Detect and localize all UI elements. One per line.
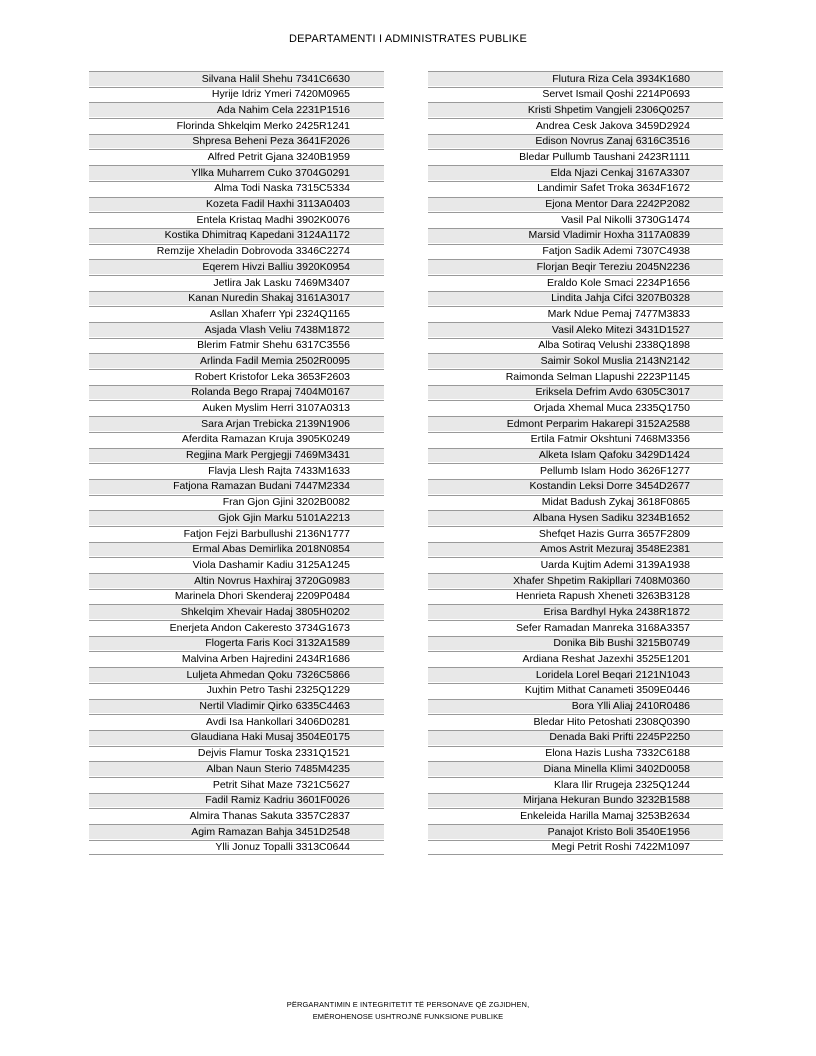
list-item (89, 557, 384, 573)
person-entry: Landimir Safet Troka 3634F1672 (537, 182, 690, 195)
list-item (428, 385, 723, 401)
person-entry: Remzije Xheladin Dobrovoda 3346C2274 (156, 245, 350, 258)
list-item (428, 400, 723, 416)
list-item (428, 338, 723, 354)
page-title: DEPARTAMENTI I ADMINISTRATES PUBLIKE (288, 33, 528, 45)
list-item (428, 306, 723, 322)
list-item (89, 416, 384, 432)
list-item (428, 291, 723, 307)
list-item (428, 259, 723, 275)
list-item (89, 181, 384, 197)
list-item (428, 620, 723, 636)
list-item (428, 134, 723, 150)
list-item (89, 761, 384, 777)
list-item (428, 87, 723, 103)
person-entry: Donika Bib Bushi 3215B0749 (553, 637, 690, 650)
person-entry: Lindita Jahja Cifci 3207B0328 (551, 292, 690, 305)
person-entry: Fatjon Sadik Ademi 7307C4938 (542, 245, 690, 258)
person-entry: Saimir Sokol Muslia 2143N2142 (540, 354, 690, 367)
person-entry: Enerjeta Andon Cakeresto 3734G1673 (169, 621, 350, 634)
list-item (89, 353, 384, 369)
person-entry: Glaudiana Haki Musaj 3504E0175 (190, 731, 350, 744)
list-item (89, 651, 384, 667)
person-entry: Entela Kristaq Madhi 3902K0076 (196, 213, 350, 226)
person-entry: Mark Ndue Pemaj 7477M3833 (547, 307, 690, 320)
person-entry: Panajot Kristo Boli 3540E1956 (547, 825, 690, 838)
person-entry: Sefer Ramadan Manreka 3168A3357 (516, 621, 690, 634)
list-item (89, 542, 384, 558)
person-entry: Flavja Llesh Rajta 7433M1633 (208, 464, 350, 477)
list-item (428, 118, 723, 134)
person-entry: Yllka Muharrem Cuko 3704G0291 (191, 166, 350, 179)
list-item (89, 102, 384, 118)
person-entry: Servet Ismail Qoshi 2214P0693 (542, 88, 690, 101)
person-entry: Vasil Pal Nikolli 3730G1474 (561, 213, 690, 226)
person-entry: Vasil Aleko Mitezi 3431D1527 (551, 323, 690, 336)
list-item (428, 746, 723, 762)
list-item (428, 636, 723, 652)
list-item (428, 479, 723, 495)
list-item (428, 322, 723, 338)
list-item (428, 667, 723, 683)
list-item (89, 808, 384, 824)
person-entry: Petrit Sihat Maze 7321C5627 (212, 778, 350, 791)
person-entry: Bledar Hito Petoshati 2308Q0390 (533, 715, 690, 728)
person-entry: Kozeta Fadil Haxhi 3113A0403 (206, 198, 350, 211)
person-entry: Flutura Riza Cela 3934K1680 (552, 72, 690, 85)
list-item (428, 808, 723, 824)
person-entry: Robert Kristofor Leka 3653F2603 (194, 370, 350, 383)
list-item (89, 244, 384, 260)
person-entry: Marinela Dhori Skenderaj 2209P0484 (174, 590, 350, 603)
list-item (428, 212, 723, 228)
person-entry: Ejona Mentor Dara 2242P2082 (545, 198, 690, 211)
list-item (428, 244, 723, 260)
footer-line-1: PËRGARANTIMIN E INTEGRITETIT TË PERSONAVE QË ZGJIDHEN, (286, 1000, 530, 1009)
person-entry: Asjada Vlash Veliu 7438M1872 (204, 323, 350, 336)
list-item (428, 824, 723, 840)
list-item (428, 228, 723, 244)
right-name-column (428, 71, 723, 855)
person-entry: Kanan Nuredin Shakaj 3161A3017 (188, 292, 350, 305)
person-entry: Marsid Vladimir Hoxha 3117A0839 (528, 229, 690, 242)
person-entry: Fran Gjon Gjini 3202B0082 (222, 496, 350, 509)
list-item (89, 338, 384, 354)
list-item (89, 87, 384, 103)
person-entry: Avdi Isa Hankollari 3406D0281 (206, 715, 350, 728)
person-entry: Luljeta Ahmedan Qoku 7326C5866 (186, 668, 350, 681)
list-item (89, 118, 384, 134)
person-entry: Pellumb Islam Hodo 3626F1277 (539, 464, 690, 477)
person-entry: Kostika Dhimitraq Kapedani 3124A1172 (164, 229, 350, 242)
person-entry: Malvina Arben Hajredini 2434R1686 (181, 653, 350, 666)
person-entry: Albana Hysen Sadiku 3234B1652 (532, 511, 690, 524)
person-entry: Florinda Shkelqim Merko 2425R1241 (176, 119, 350, 132)
person-entry: Shkelqim Xhevair Hadaj 3805H0202 (180, 605, 350, 618)
person-entry: Amos Astrit Mezuraj 3548E2381 (540, 543, 690, 556)
person-entry: Eqerem Hivzi Balliu 3920K0954 (202, 260, 350, 273)
list-item (89, 636, 384, 652)
person-entry: Edison Novrus Zanaj 6316C3516 (535, 135, 690, 148)
person-entry: Xhafer Shpetim Rakipllari 7408M0360 (513, 574, 690, 587)
list-item (428, 777, 723, 793)
list-item (89, 589, 384, 605)
person-entry: Nertil Vladimir Qirko 6335C4463 (199, 700, 350, 713)
person-entry: Silvana Halil Shehu 7341C6630 (201, 72, 350, 85)
list-item (428, 353, 723, 369)
footer-line-2: EMËROHENOSE USHTROJNË FUNKSIONE PUBLIKE (312, 1012, 504, 1021)
list-item (428, 573, 723, 589)
list-item (89, 824, 384, 840)
person-entry: Gjok Gjin Marku 5101A2213 (218, 511, 350, 524)
list-item (89, 259, 384, 275)
list-item (89, 322, 384, 338)
person-entry: Klara Ilir Rrugeja 2325Q1244 (554, 778, 690, 791)
page-footer (0, 999, 816, 1023)
person-entry: Andrea Cesk Jakova 3459D2924 (535, 119, 690, 132)
list-item (89, 777, 384, 793)
list-item (428, 275, 723, 291)
person-entry: Auken Myslim Herri 3107A0313 (202, 402, 350, 415)
list-item (89, 165, 384, 181)
person-entry: Uarda Kujtim Ademi 3139A1938 (540, 558, 690, 571)
list-item (428, 699, 723, 715)
list-item (428, 604, 723, 620)
person-entry: Eriksela Defrim Avdo 6305C3017 (535, 386, 690, 399)
list-item (89, 400, 384, 416)
person-entry: Elona Hazis Lusha 7332C6188 (545, 747, 690, 760)
list-item (89, 510, 384, 526)
list-item (89, 840, 384, 856)
person-entry: Aferdita Ramazan Kruja 3905K0249 (181, 433, 350, 446)
list-item (89, 275, 384, 291)
person-entry: Megi Petrit Roshi 7422M1097 (551, 841, 690, 854)
list-item (89, 730, 384, 746)
person-entry: Alban Naun Sterio 7485M4235 (206, 762, 350, 775)
list-item (89, 604, 384, 620)
list-item (89, 448, 384, 464)
person-entry: Ardiana Reshat Jazexhi 3525E1201 (522, 653, 690, 666)
list-item (428, 651, 723, 667)
person-entry: Enkeleida Harilla Mamaj 3253B2634 (520, 809, 690, 822)
list-item (428, 542, 723, 558)
person-entry: Alma Todi Naska 7315C5334 (214, 182, 350, 195)
list-item (89, 463, 384, 479)
list-item (89, 699, 384, 715)
person-entry: Fadil Ramiz Kadriu 3601F0026 (205, 794, 350, 807)
list-item (89, 212, 384, 228)
person-entry: Alba Sotiraq Velushi 2338Q1898 (538, 339, 690, 352)
list-item (428, 730, 723, 746)
person-entry: Denada Baki Prifti 2245P2250 (549, 731, 690, 744)
person-entry: Ylli Jonuz Topalli 3313C0644 (215, 841, 350, 854)
person-entry: Diana Minella Klimi 3402D0058 (543, 762, 690, 775)
list-item (428, 510, 723, 526)
list-item (428, 714, 723, 730)
person-entry: Regjina Mark Pergjegji 7469M3431 (185, 449, 350, 462)
person-entry: Alketa Islam Qafoku 3429D1424 (538, 449, 690, 462)
person-entry: Fatjona Ramazan Budani 7447M2334 (173, 480, 350, 493)
person-entry: Ermal Abas Demirlika 2018N0854 (192, 543, 350, 556)
list-item (89, 228, 384, 244)
person-entry: Agim Ramazan Bahja 3451D2548 (191, 825, 350, 838)
person-entry: Alfred Petrit Gjana 3240B1959 (207, 151, 350, 164)
list-item (428, 102, 723, 118)
person-entry: Mirjana Hekuran Bundo 3232B1588 (523, 794, 690, 807)
person-entry: Kristi Shpetim Vangjeli 2306Q0257 (527, 103, 690, 116)
person-entry: Juxhin Petro Tashi 2325Q1229 (206, 684, 350, 697)
list-item (89, 134, 384, 150)
list-item (89, 793, 384, 809)
list-item (89, 369, 384, 385)
list-item (89, 432, 384, 448)
person-entry: Viola Dashamir Kadiu 3125A1245 (192, 558, 350, 571)
list-item (89, 683, 384, 699)
person-entry: Orjada Xhemal Muca 2335Q1750 (533, 402, 690, 415)
person-entry: Ertila Fatmir Okshtuni 7468M3356 (530, 433, 690, 446)
list-item (428, 448, 723, 464)
person-entry: Henrieta Rapush Xheneti 3263B3128 (516, 590, 690, 603)
list-item (428, 149, 723, 165)
list-item (428, 432, 723, 448)
list-item (89, 620, 384, 636)
person-entry: Shefqet Hazis Gurra 3657F2809 (538, 527, 690, 540)
left-name-column (89, 71, 384, 855)
person-entry: Almira Thanas Sakuta 3357C2837 (189, 809, 350, 822)
list-item (89, 573, 384, 589)
list-item (89, 385, 384, 401)
list-item (89, 714, 384, 730)
person-entry: Loridela Lorel Beqari 2121N1043 (535, 668, 690, 681)
list-item (89, 291, 384, 307)
list-item (89, 306, 384, 322)
person-entry: Eraldo Kole Smaci 2234P1656 (546, 276, 690, 289)
list-item (89, 746, 384, 762)
list-item (428, 683, 723, 699)
person-entry: Kujtim Mithat Canameti 3509E0446 (524, 684, 690, 697)
person-entry: Florjan Beqir Tereziu 2045N2236 (536, 260, 690, 273)
list-item (89, 71, 384, 87)
person-entry: Blerim Fatmir Shehu 6317C3556 (197, 339, 350, 352)
person-entry: Hyrije Idriz Ymeri 7420M0965 (211, 88, 350, 101)
person-entry: Fatjon Fejzi Barbullushi 2136N1777 (183, 527, 350, 540)
person-entry: Dejvis Flamur Toska 2331Q1521 (197, 747, 350, 760)
person-entry: Kostandin Leksi Dorre 3454D2677 (529, 480, 690, 493)
list-item (428, 495, 723, 511)
person-entry: Bledar Pullumb Taushani 2423R1111 (519, 151, 690, 164)
person-entry: Raimonda Selman Llapushi 2223P1145 (505, 370, 690, 383)
person-entry: Sara Arjan Trebicka 2139N1906 (201, 417, 350, 430)
list-item (428, 416, 723, 432)
person-entry: Erisa Bardhyl Hyka 2438R1872 (543, 605, 690, 618)
person-entry: Rolanda Bego Rrapaj 7404M0167 (191, 386, 350, 399)
person-entry: Arlinda Fadil Memia 2502R0095 (200, 354, 350, 367)
list-item (428, 557, 723, 573)
list-item (428, 165, 723, 181)
person-entry: Altin Novrus Haxhiraj 3720G0983 (194, 574, 350, 587)
list-item (428, 589, 723, 605)
list-item (428, 793, 723, 809)
list-item (428, 181, 723, 197)
person-entry: Shpresa Beheni Peza 3641F2026 (192, 135, 350, 148)
list-item (428, 526, 723, 542)
list-item (428, 71, 723, 87)
person-entry: Edmont Perparim Hakarepi 3152A2588 (506, 417, 690, 430)
list-item (89, 197, 384, 213)
person-entry: Elda Njazi Cenkaj 3167A3307 (550, 166, 690, 179)
list-item (428, 369, 723, 385)
list-item (428, 761, 723, 777)
list-item (428, 197, 723, 213)
list-item (89, 526, 384, 542)
list-item (89, 479, 384, 495)
list-item (89, 495, 384, 511)
list-item (89, 149, 384, 165)
person-entry: Asllan Xhaferr Ypi 2324Q1165 (209, 307, 350, 320)
list-item (89, 667, 384, 683)
list-item (428, 840, 723, 856)
person-entry: Jetlira Jak Lasku 7469M3407 (213, 276, 350, 289)
person-entry: Midat Badush Zykaj 3618F0865 (541, 496, 690, 509)
person-entry: Bora Ylli Aliaj 2410R0486 (571, 700, 690, 713)
person-entry: Ada Nahim Cela 2231P1516 (216, 103, 350, 116)
person-entry: Flogerta Faris Koci 3132A1589 (205, 637, 350, 650)
list-item (428, 463, 723, 479)
